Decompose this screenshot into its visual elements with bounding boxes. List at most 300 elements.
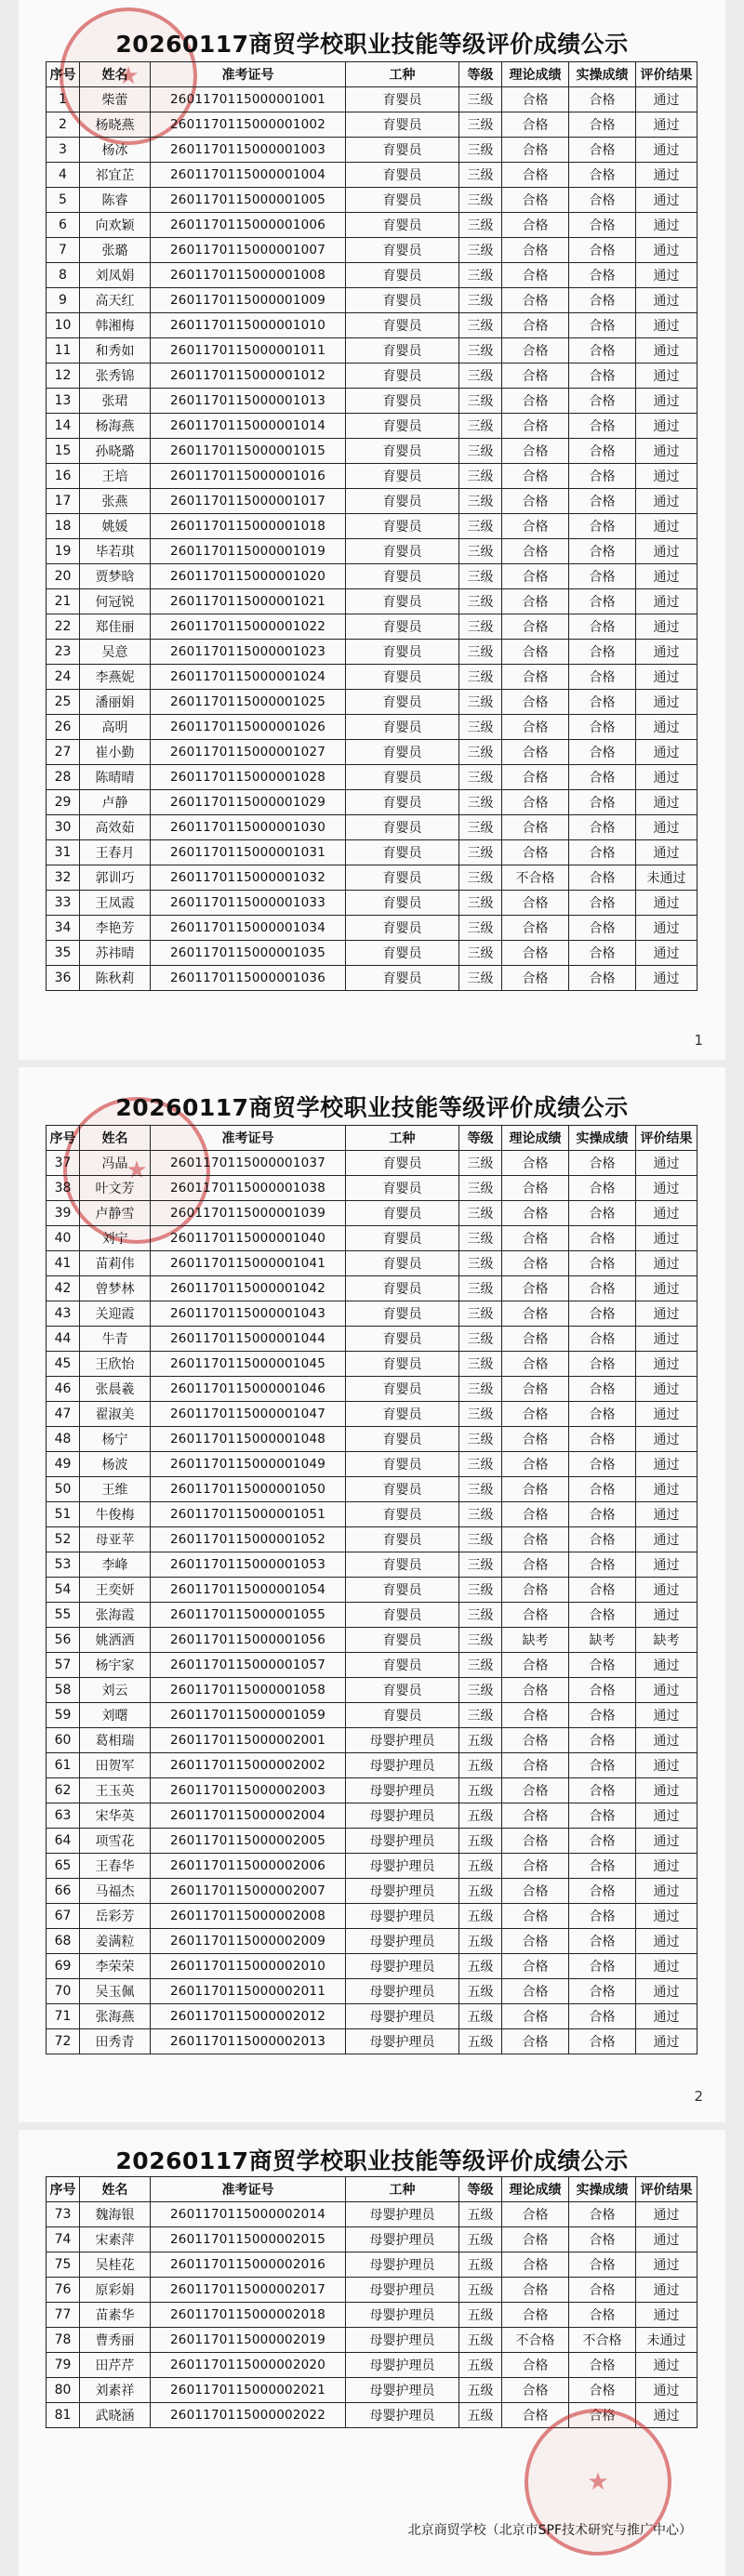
practical-score-cell: 合格 xyxy=(569,1477,636,1502)
name-cell: 高明 xyxy=(80,715,151,740)
table-row xyxy=(46,1201,698,1226)
practical-score-cell: 合格 xyxy=(569,891,636,916)
trade-cell: 育婴员 xyxy=(346,1578,459,1603)
table-row xyxy=(46,715,698,740)
seq-cell: 24 xyxy=(46,665,80,690)
header-col-seq: 序号 xyxy=(46,62,80,87)
practical-score-cell: 合格 xyxy=(569,1954,636,1979)
name-cell: 高效茹 xyxy=(80,815,151,840)
theory-score-cell: 合格 xyxy=(502,1402,569,1427)
seq-cell: 7 xyxy=(46,238,80,263)
theory-score-cell: 合格 xyxy=(502,163,569,188)
level-cell: 三级 xyxy=(459,1502,502,1527)
theory-score-cell: 合格 xyxy=(502,690,569,715)
trade-cell: 母婴护理员 xyxy=(346,2403,459,2428)
header-col-seq: 序号 xyxy=(46,1126,80,1151)
name-cell: 王玉英 xyxy=(80,1778,151,1803)
trade-cell: 育婴员 xyxy=(346,112,459,138)
table-row xyxy=(46,389,698,414)
table-row xyxy=(46,1527,698,1552)
result-cell: 通过 xyxy=(636,1929,698,1954)
result-cell: 未通过 xyxy=(636,2328,698,2353)
theory-score-cell: 缺考 xyxy=(502,1628,569,1653)
practical-score-cell: 合格 xyxy=(569,213,636,238)
trade-cell: 母婴护理员 xyxy=(346,2378,459,2403)
ticket-number-cell: 2601170115000001034 xyxy=(151,916,346,941)
practical-score-cell: 合格 xyxy=(569,1728,636,1753)
name-cell: 苗素华 xyxy=(80,2303,151,2328)
ticket-number-cell: 2601170115000001033 xyxy=(151,891,346,916)
ticket-number-cell: 2601170115000001016 xyxy=(151,464,346,489)
trade-cell: 育婴员 xyxy=(346,790,459,815)
name-cell: 姜满粒 xyxy=(80,1929,151,1954)
name-cell: 关迎霞 xyxy=(80,1301,151,1327)
name-cell: 祁宜芷 xyxy=(80,163,151,188)
level-cell: 五级 xyxy=(459,2328,502,2353)
ticket-number-cell: 2601170115000001035 xyxy=(151,941,346,966)
ticket-number-cell: 2601170115000001003 xyxy=(151,138,346,163)
practical-score-cell: 合格 xyxy=(569,690,636,715)
name-cell: 张晨羲 xyxy=(80,1377,151,1402)
trade-cell: 育婴员 xyxy=(346,1628,459,1653)
practical-score-cell: 合格 xyxy=(569,313,636,338)
level-cell: 三级 xyxy=(459,891,502,916)
table-row xyxy=(46,338,698,363)
ticket-number-cell: 2601170115000001059 xyxy=(151,1703,346,1728)
practical-score-cell: 合格 xyxy=(569,2004,636,2029)
ticket-number-cell: 2601170115000002004 xyxy=(151,1803,346,1829)
header-col-name: 姓名 xyxy=(80,62,151,87)
practical-score-cell: 合格 xyxy=(569,489,636,514)
trade-cell: 育婴员 xyxy=(346,1176,459,1201)
seq-cell: 49 xyxy=(46,1452,80,1477)
table-row xyxy=(46,2278,698,2303)
ticket-number-cell: 2601170115000002020 xyxy=(151,2353,346,2378)
header-col-level: 等级 xyxy=(459,1126,502,1151)
practical-score-cell: 合格 xyxy=(569,916,636,941)
seq-cell: 16 xyxy=(46,464,80,489)
seq-cell: 77 xyxy=(46,2303,80,2328)
practical-score-cell: 合格 xyxy=(569,765,636,790)
result-cell: 通过 xyxy=(636,1728,698,1753)
trade-cell: 育婴员 xyxy=(346,1678,459,1703)
name-cell: 卢静 xyxy=(80,790,151,815)
seq-cell: 40 xyxy=(46,1226,80,1251)
level-cell: 五级 xyxy=(459,1753,502,1778)
result-cell: 通过 xyxy=(636,715,698,740)
theory-score-cell: 合格 xyxy=(502,514,569,539)
level-cell: 三级 xyxy=(459,1276,502,1301)
trade-cell: 育婴员 xyxy=(346,1427,459,1452)
level-cell: 五级 xyxy=(459,1929,502,1954)
table-row xyxy=(46,2252,698,2278)
name-cell: 潘丽娟 xyxy=(80,690,151,715)
result-cell: 通过 xyxy=(636,1879,698,1904)
result-cell: 通过 xyxy=(636,138,698,163)
table-row xyxy=(46,539,698,564)
theory-score-cell: 合格 xyxy=(502,1603,569,1628)
practical-score-cell: 合格 xyxy=(569,1778,636,1803)
ticket-number-cell: 2601170115000002021 xyxy=(151,2378,346,2403)
level-cell: 三级 xyxy=(459,640,502,665)
practical-score-cell: 合格 xyxy=(569,1151,636,1176)
result-cell: 通过 xyxy=(636,464,698,489)
trade-cell: 育婴员 xyxy=(346,238,459,263)
name-cell: 柴蕾 xyxy=(80,87,151,112)
trade-cell: 母婴护理员 xyxy=(346,1778,459,1803)
ticket-number-cell: 2601170115000002015 xyxy=(151,2227,346,2252)
trade-cell: 育婴员 xyxy=(346,1527,459,1552)
table-row xyxy=(46,1176,698,1201)
theory-score-cell: 合格 xyxy=(502,213,569,238)
seq-cell: 61 xyxy=(46,1753,80,1778)
result-cell: 通过 xyxy=(636,1151,698,1176)
name-cell: 李艳芳 xyxy=(80,916,151,941)
result-cell: 通过 xyxy=(636,1527,698,1552)
ticket-number-cell: 2601170115000001005 xyxy=(151,188,346,213)
result-cell: 通过 xyxy=(636,840,698,865)
level-cell: 三级 xyxy=(459,690,502,715)
practical-score-cell: 合格 xyxy=(569,288,636,313)
page-number: 1 xyxy=(694,1032,703,1049)
practical-score-cell: 合格 xyxy=(569,1829,636,1854)
seq-cell: 18 xyxy=(46,514,80,539)
result-cell: 通过 xyxy=(636,1251,698,1276)
trade-cell: 育婴员 xyxy=(346,740,459,765)
ticket-number-cell: 2601170115000001022 xyxy=(151,614,346,640)
name-cell: 张璐 xyxy=(80,238,151,263)
theory-score-cell: 合格 xyxy=(502,1954,569,1979)
level-cell: 五级 xyxy=(459,2303,502,2328)
ticket-number-cell: 2601170115000001031 xyxy=(151,840,346,865)
ticket-number-cell: 2601170115000002006 xyxy=(151,1854,346,1879)
page-3 xyxy=(19,2130,725,2576)
table-row xyxy=(46,1502,698,1527)
name-cell: 田贺军 xyxy=(80,1753,151,1778)
seq-cell: 71 xyxy=(46,2004,80,2029)
seq-cell: 48 xyxy=(46,1427,80,1452)
practical-score-cell: 合格 xyxy=(569,338,636,363)
practical-score-cell: 合格 xyxy=(569,2353,636,2378)
theory-score-cell: 合格 xyxy=(502,1502,569,1527)
theory-score-cell: 合格 xyxy=(502,1578,569,1603)
ticket-number-cell: 2601170115000001044 xyxy=(151,1327,346,1352)
result-cell: 通过 xyxy=(636,2278,698,2303)
header-col-trade: 工种 xyxy=(346,62,459,87)
result-cell: 通过 xyxy=(636,589,698,614)
trade-cell: 育婴员 xyxy=(346,489,459,514)
ticket-number-cell: 2601170115000001023 xyxy=(151,640,346,665)
level-cell: 三级 xyxy=(459,564,502,589)
table-row xyxy=(46,1578,698,1603)
seq-cell: 4 xyxy=(46,163,80,188)
ticket-number-cell: 2601170115000001058 xyxy=(151,1678,346,1703)
trade-cell: 育婴员 xyxy=(346,1703,459,1728)
ticket-number-cell: 2601170115000001046 xyxy=(151,1377,346,1402)
level-cell: 三级 xyxy=(459,1301,502,1327)
result-cell: 通过 xyxy=(636,1427,698,1452)
level-cell: 三级 xyxy=(459,514,502,539)
table-row xyxy=(46,1151,698,1176)
ticket-number-cell: 2601170115000001010 xyxy=(151,313,346,338)
theory-score-cell: 合格 xyxy=(502,640,569,665)
seq-cell: 12 xyxy=(46,363,80,389)
ticket-number-cell: 2601170115000002001 xyxy=(151,1728,346,1753)
theory-score-cell: 合格 xyxy=(502,389,569,414)
practical-score-cell: 合格 xyxy=(569,2252,636,2278)
name-cell: 马福杰 xyxy=(80,1879,151,1904)
seq-cell: 32 xyxy=(46,865,80,891)
ticket-number-cell: 2601170115000001041 xyxy=(151,1251,346,1276)
theory-score-cell: 合格 xyxy=(502,338,569,363)
table-row xyxy=(46,414,698,439)
seq-cell: 79 xyxy=(46,2353,80,2378)
trade-cell: 育婴员 xyxy=(346,1477,459,1502)
result-cell: 通过 xyxy=(636,1603,698,1628)
theory-score-cell: 合格 xyxy=(502,263,569,288)
practical-score-cell: 合格 xyxy=(569,263,636,288)
name-cell: 苗莉伟 xyxy=(80,1251,151,1276)
name-cell: 曹秀丽 xyxy=(80,2328,151,2353)
table-row xyxy=(46,1251,698,1276)
table-row xyxy=(46,112,698,138)
result-cell: 通过 xyxy=(636,2378,698,2403)
result-cell: 通过 xyxy=(636,1276,698,1301)
trade-cell: 母婴护理员 xyxy=(346,2029,459,2054)
name-cell: 陈睿 xyxy=(80,188,151,213)
name-cell: 姚媛 xyxy=(80,514,151,539)
theory-score-cell: 合格 xyxy=(502,1377,569,1402)
result-cell: 通过 xyxy=(636,263,698,288)
seq-cell: 74 xyxy=(46,2227,80,2252)
theory-score-cell: 合格 xyxy=(502,2252,569,2278)
level-cell: 三级 xyxy=(459,414,502,439)
theory-score-cell: 合格 xyxy=(502,2202,569,2227)
theory-score-cell: 合格 xyxy=(502,1527,569,1552)
seq-cell: 38 xyxy=(46,1176,80,1201)
trade-cell: 母婴护理员 xyxy=(346,1904,459,1929)
name-cell: 武晓涵 xyxy=(80,2403,151,2428)
seq-cell: 67 xyxy=(46,1904,80,1929)
seq-cell: 1 xyxy=(46,87,80,112)
name-cell: 宋华英 xyxy=(80,1803,151,1829)
result-cell: 通过 xyxy=(636,790,698,815)
table-row xyxy=(46,288,698,313)
theory-score-cell: 合格 xyxy=(502,138,569,163)
name-cell: 贾梦晗 xyxy=(80,564,151,589)
theory-score-cell: 合格 xyxy=(502,1778,569,1803)
result-cell: 通过 xyxy=(636,1452,698,1477)
trade-cell: 育婴员 xyxy=(346,363,459,389)
theory-score-cell: 合格 xyxy=(502,2278,569,2303)
ticket-number-cell: 2601170115000001018 xyxy=(151,514,346,539)
name-cell: 杨晓燕 xyxy=(80,112,151,138)
result-cell: 通过 xyxy=(636,665,698,690)
practical-score-cell: 合格 xyxy=(569,1352,636,1377)
theory-score-cell: 合格 xyxy=(502,1201,569,1226)
table-row xyxy=(46,1829,698,1854)
table-row xyxy=(46,966,698,991)
theory-score-cell: 不合格 xyxy=(502,865,569,891)
practical-score-cell: 合格 xyxy=(569,238,636,263)
trade-cell: 育婴员 xyxy=(346,464,459,489)
name-cell: 崔小勤 xyxy=(80,740,151,765)
result-cell: 通过 xyxy=(636,288,698,313)
table-row xyxy=(46,1753,698,1778)
theory-score-cell: 合格 xyxy=(502,1552,569,1578)
trade-cell: 育婴员 xyxy=(346,163,459,188)
trade-cell: 母婴护理员 xyxy=(346,2328,459,2353)
trade-cell: 育婴员 xyxy=(346,614,459,640)
seq-cell: 78 xyxy=(46,2328,80,2353)
table-row xyxy=(46,790,698,815)
practical-score-cell: 合格 xyxy=(569,1678,636,1703)
level-cell: 五级 xyxy=(459,1854,502,1879)
name-cell: 张海霞 xyxy=(80,1603,151,1628)
name-cell: 王凤霞 xyxy=(80,891,151,916)
result-cell: 通过 xyxy=(636,1402,698,1427)
level-cell: 三级 xyxy=(459,87,502,112)
theory-score-cell: 合格 xyxy=(502,1803,569,1829)
table-row xyxy=(46,2202,698,2227)
level-cell: 三级 xyxy=(459,238,502,263)
result-cell: 通过 xyxy=(636,1552,698,1578)
name-cell: 葛相瑞 xyxy=(80,1728,151,1753)
practical-score-cell: 合格 xyxy=(569,539,636,564)
ticket-number-cell: 2601170115000001054 xyxy=(151,1578,346,1603)
theory-score-cell: 合格 xyxy=(502,1879,569,1904)
level-cell: 五级 xyxy=(459,1829,502,1854)
level-cell: 五级 xyxy=(459,1979,502,2004)
ticket-number-cell: 2601170115000001011 xyxy=(151,338,346,363)
header-col-practical: 实操成绩 xyxy=(569,62,636,87)
table-row xyxy=(46,941,698,966)
seq-cell: 35 xyxy=(46,941,80,966)
ticket-number-cell: 2601170115000001020 xyxy=(151,564,346,589)
result-cell: 通过 xyxy=(636,564,698,589)
practical-score-cell: 合格 xyxy=(569,1201,636,1226)
trade-cell: 育婴员 xyxy=(346,1251,459,1276)
trade-cell: 育婴员 xyxy=(346,1653,459,1678)
ticket-number-cell: 2601170115000001039 xyxy=(151,1201,346,1226)
level-cell: 三级 xyxy=(459,1452,502,1477)
table-row xyxy=(46,1979,698,2004)
practical-score-cell: 缺考 xyxy=(569,1628,636,1653)
ticket-number-cell: 2601170115000001004 xyxy=(151,163,346,188)
practical-score-cell: 合格 xyxy=(569,138,636,163)
result-cell: 通过 xyxy=(636,2029,698,2054)
theory-score-cell: 合格 xyxy=(502,539,569,564)
level-cell: 三级 xyxy=(459,288,502,313)
table-row xyxy=(46,188,698,213)
name-cell: 刘宁 xyxy=(80,1226,151,1251)
theory-score-cell: 合格 xyxy=(502,1703,569,1728)
theory-score-cell: 合格 xyxy=(502,1728,569,1753)
ticket-number-cell: 2601170115000001012 xyxy=(151,363,346,389)
name-cell: 李荣荣 xyxy=(80,1954,151,1979)
table-row xyxy=(46,1477,698,1502)
seq-cell: 65 xyxy=(46,1854,80,1879)
theory-score-cell: 合格 xyxy=(502,1352,569,1377)
trade-cell: 母婴护理员 xyxy=(346,2202,459,2227)
level-cell: 三级 xyxy=(459,614,502,640)
table-row xyxy=(46,1628,698,1653)
result-cell: 通过 xyxy=(636,238,698,263)
level-cell: 三级 xyxy=(459,1201,502,1226)
trade-cell: 育婴员 xyxy=(346,891,459,916)
trade-cell: 母婴护理员 xyxy=(346,2252,459,2278)
seq-cell: 33 xyxy=(46,891,80,916)
result-cell: 通过 xyxy=(636,614,698,640)
level-cell: 五级 xyxy=(459,1879,502,1904)
theory-score-cell: 合格 xyxy=(502,1251,569,1276)
level-cell: 三级 xyxy=(459,1477,502,1502)
seq-cell: 11 xyxy=(46,338,80,363)
name-cell: 郑佳丽 xyxy=(80,614,151,640)
result-cell: 通过 xyxy=(636,2202,698,2227)
page-title: 20260117商贸学校职业技能等级评价成绩公示 xyxy=(115,1094,629,1121)
seq-cell: 46 xyxy=(46,1377,80,1402)
level-cell: 五级 xyxy=(459,2353,502,2378)
trade-cell: 育婴员 xyxy=(346,1452,459,1477)
practical-score-cell: 合格 xyxy=(569,1929,636,1954)
name-cell: 岳彩芳 xyxy=(80,1904,151,1929)
level-cell: 三级 xyxy=(459,941,502,966)
result-cell: 通过 xyxy=(636,87,698,112)
theory-score-cell: 合格 xyxy=(502,564,569,589)
level-cell: 三级 xyxy=(459,313,502,338)
practical-score-cell: 合格 xyxy=(569,163,636,188)
name-cell: 刘云 xyxy=(80,1678,151,1703)
table-row xyxy=(46,213,698,238)
seq-cell: 60 xyxy=(46,1728,80,1753)
ticket-number-cell: 2601170115000002017 xyxy=(151,2278,346,2303)
result-cell: 通过 xyxy=(636,363,698,389)
seq-cell: 17 xyxy=(46,489,80,514)
practical-score-cell: 合格 xyxy=(569,640,636,665)
table-row xyxy=(46,765,698,790)
table-row xyxy=(46,840,698,865)
trade-cell: 母婴护理员 xyxy=(346,1879,459,1904)
trade-cell: 育婴员 xyxy=(346,1552,459,1578)
trade-cell: 育婴员 xyxy=(346,589,459,614)
theory-score-cell: 合格 xyxy=(502,288,569,313)
theory-score-cell: 合格 xyxy=(502,1477,569,1502)
seq-cell: 58 xyxy=(46,1678,80,1703)
table-row xyxy=(46,263,698,288)
ticket-number-cell: 2601170115000001052 xyxy=(151,1527,346,1552)
name-cell: 何冠锐 xyxy=(80,589,151,614)
level-cell: 三级 xyxy=(459,1176,502,1201)
table-row xyxy=(46,614,698,640)
trade-cell: 育婴员 xyxy=(346,439,459,464)
trade-cell: 育婴员 xyxy=(346,1377,459,1402)
name-cell: 翟淑美 xyxy=(80,1402,151,1427)
level-cell: 三级 xyxy=(459,1352,502,1377)
level-cell: 三级 xyxy=(459,489,502,514)
table-row xyxy=(46,1452,698,1477)
ticket-number-cell: 2601170115000002008 xyxy=(151,1904,346,1929)
seq-cell: 52 xyxy=(46,1527,80,1552)
level-cell: 三级 xyxy=(459,1628,502,1653)
trade-cell: 育婴员 xyxy=(346,389,459,414)
page-1 xyxy=(19,0,725,1060)
theory-score-cell: 合格 xyxy=(502,2227,569,2252)
practical-score-cell: 合格 xyxy=(569,1251,636,1276)
seq-cell: 13 xyxy=(46,389,80,414)
page-title: 20260117商贸学校职业技能等级评价成绩公示 xyxy=(115,2147,629,2174)
header-col-ticket: 准考证号 xyxy=(151,2177,346,2202)
